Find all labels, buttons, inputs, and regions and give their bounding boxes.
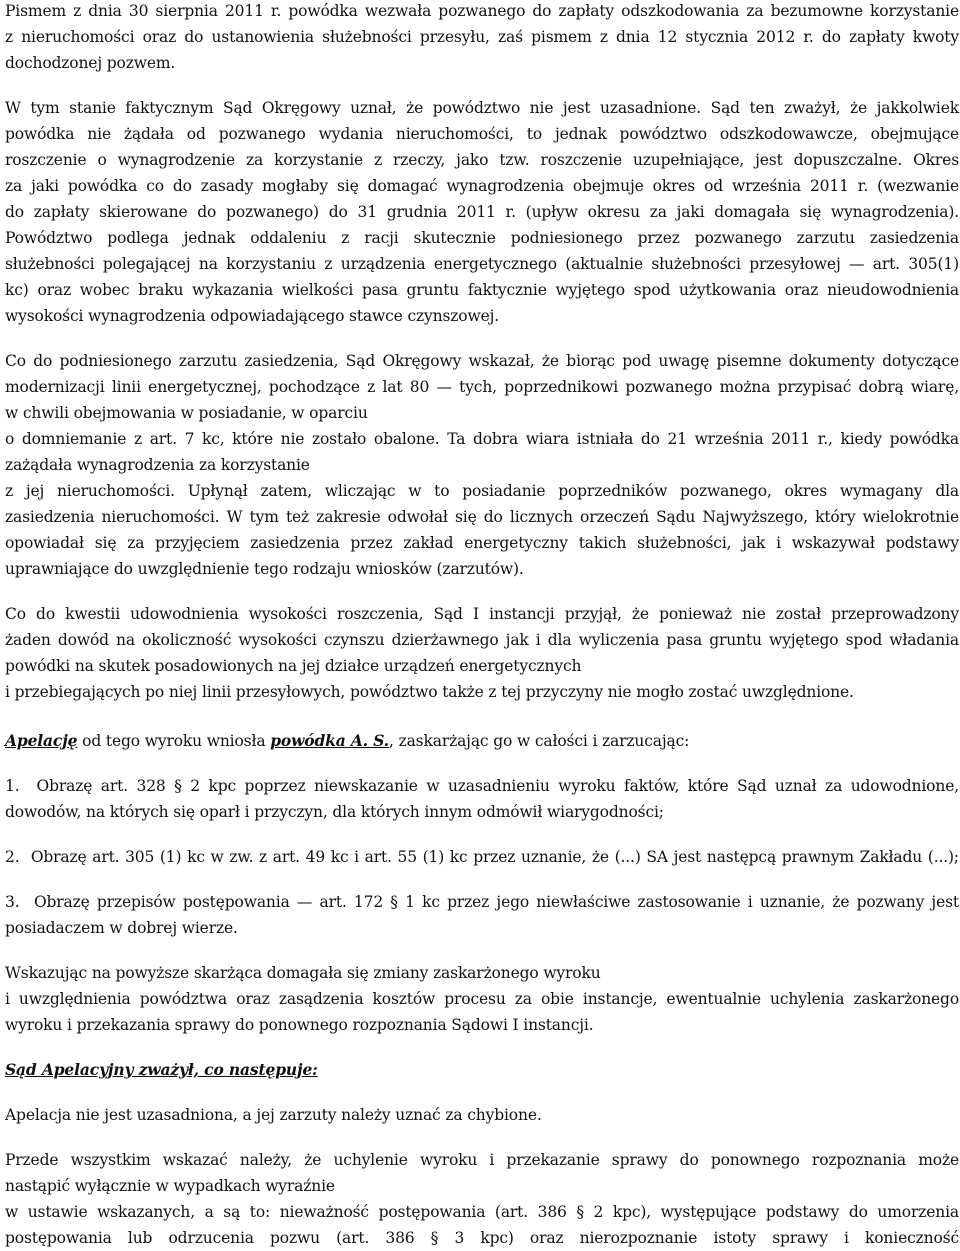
paragraph-line: o domniemanie z art. 7 kc, które nie zostało obalone. Ta dobra wiara istniała do 21 września 2011 r., kiedy powódka [5,430,959,448]
paragraph-line: Apelacja nie jest uzasadniona, a jej zarzuty należy uznać za chybione. [5,1106,542,1124]
paragraph-line: służebności polegającej na korzystaniu z urządzenia energetycznego (aktualnie służebności przesyłowej — art. 305(1) [5,255,959,273]
paragraph-line: W tym stanie faktycznym Sąd Okręgowy uznał, że powództwo nie jest uzasadnione. Sąd ten zważył, że jakkolwiek [5,99,959,117]
list-item-line: 3. Obrazę przepisów postępowania — art. 172 § 1 kc przez jego niewłaściwe zastosowanie i uznanie, że pozwany jest [5,893,959,911]
paragraph-line: żaden dowód na okoliczność wysokości czynszu dzierżawnego jak i dla wyliczenia pasa gruntu wyjętego spod władania [5,631,959,649]
list-item-line: posiadaczem w dobrej wierze. [5,919,238,937]
paragraph-line: zasiedzenia nieruchomości. W tym też zakresie odwołał się do licznych orzeczeń Sądu Najwyższego, który wielokrotnie [5,508,959,526]
paragraph-line: powódka nie żądała od pozwanego wydania nieruchomości, to jednak powództwo odszkodowawcze, obejmujące [5,125,959,143]
paragraph-line: Wskazując na powyższe skarżąca domagała się zmiany zaskarżonego wyroku [5,964,601,982]
paragraph-line: Co do podniesionego zarzutu zasiedzenia, Sąd Okręgowy wskazał, że biorąc pod uwagę pisemne dokumenty dotyczące [5,352,959,370]
paragraph-line: wyroku i przekazania sprawy do ponownego rozpoznania Sądowi I instancji. [5,1016,594,1034]
paragraph-line: wysokości wynagrodzenia odpowiadającego stawce czynszowej. [5,307,500,325]
section-heading: Sąd Apelacyjny zważył, co następuje: [5,1060,318,1079]
paragraph-line: modernizacji linii energetycznej, pochodzące z lat 80 — tych, poprzednikowi pozwanego można przypisać dobrą wiarę, [5,378,959,396]
appeal-text: od tego wyroku wniosła [77,732,271,750]
paragraph-line: Powództwo podlega jednak oddaleniu z racji skutecznie podniesionego przez pozwanego zarzutu zasiedzenia [5,229,959,247]
paragraph-line: nastąpić wyłącznie w wypadkach wyraźnie [5,1177,335,1195]
paragraph-line: postępowania lub odrzucenia pozwu (art. 386 § 3 kpc) oraz nierozpoznanie istoty sprawy i konieczność [5,1229,959,1247]
paragraph-line: do zapłaty skierowane do pozwanego) do 31 grudnia 2011 r. (upływ okresu za jaki domagała się wynagrodzenia). [5,203,959,221]
paragraph-line: Co do kwestii udowodnienia wysokości roszczenia, Sąd I instancji przyjął, że ponieważ nie został przeprowadzony [5,605,959,623]
list-item-line: dowodów, na których się oparł i przyczyn, dla których innym odmówił wiarygodności; [5,803,664,821]
appellant-name: powódka A. S. [270,731,390,750]
appeal-term: Apelację [5,731,78,750]
appeal-text: , zaskarżając go w całości i zarzucając: [389,732,690,750]
paragraph-line: w ustawie wskazanych, a są to: nieważność postępowania (art. 386 § 2 kpc), występujące podstawy do umorzenia [5,1203,959,1221]
paragraph-line: z nieruchomości oraz do ustanowienia służebności przesyłu, zaś pismem z dnia 12 stycznia 2012 r. do zapłaty kwoty [5,28,959,46]
appeal-intro-line [5,728,689,754]
paragraph-line: powódki na skutek posadowionych na jej działce urządzeń energetycznych [5,657,582,675]
paragraph-line: za jaki powódka co do zasady mogłaby się domagać wynagrodzenia obejmuje okres od września 2011 r. (wezwanie [5,177,959,195]
paragraph-line: w chwili obejmowania w posiadanie, w oparciu [5,404,368,422]
paragraph-line: uprawniające do uwzględnienie tego rodzaju wniosków (zarzutów). [5,560,524,578]
paragraph-line: z jej nieruchomości. Upłynął zatem, wliczając w to posiadanie poprzedników pozwanego, okres wymagany dla [5,482,959,500]
paragraph-line: i przebiegających po niej linii przesyłowych, powództwo także z tej przyczyny nie mogło zostać uwzględnione. [5,683,854,701]
paragraph-line: dochodzonej pozwem. [5,54,176,72]
paragraph-line: i uwzględnienia powództwa oraz zasądzenia kosztów procesu za obie instancje, ewentualnie uchylenia zaskarżonego [5,990,959,1008]
paragraph-line: opowiadał się za przyjęciem zasiedzenia przez zakład energetyczny takich służebności, jak i wskazywał podstawy [5,534,959,552]
list-item-line: 2. Obrazę art. 305 (1) kc w zw. z art. 49 kc i art. 55 (1) kc przez uznanie, że (...) SA jest następcą prawnym Zakładu (...); [5,848,959,866]
paragraph-line: Pismem z dnia 30 sierpnia 2011 r. powódka wezwała pozwanego do zapłaty odszkodowania za bezumowne korzystanie [5,2,959,20]
paragraph-line: roszczenie o wynagrodzenie za korzystanie z rzeczy, jako tzw. roszczenie uzupełniające, jest dopuszczalne. Okres [5,151,959,169]
paragraph-line: Przede wszystkim wskazać należy, że uchylenie wyroku i przekazanie sprawy do ponownego rozpoznania może [5,1151,959,1169]
paragraph-line: kc) oraz wobec braku wykazania wielkości pasa gruntu faktycznie wyjętego spod użytkowania oraz nieudowodnienia [5,281,959,299]
list-item-line: 1. Obrazę art. 328 § 2 kpc poprzez niewskazanie w uzasadnieniu wyroku faktów, które Sąd uznał za udowodnione, [5,777,959,795]
paragraph-line: zażądała wynagrodzenia za korzystanie [5,456,310,474]
